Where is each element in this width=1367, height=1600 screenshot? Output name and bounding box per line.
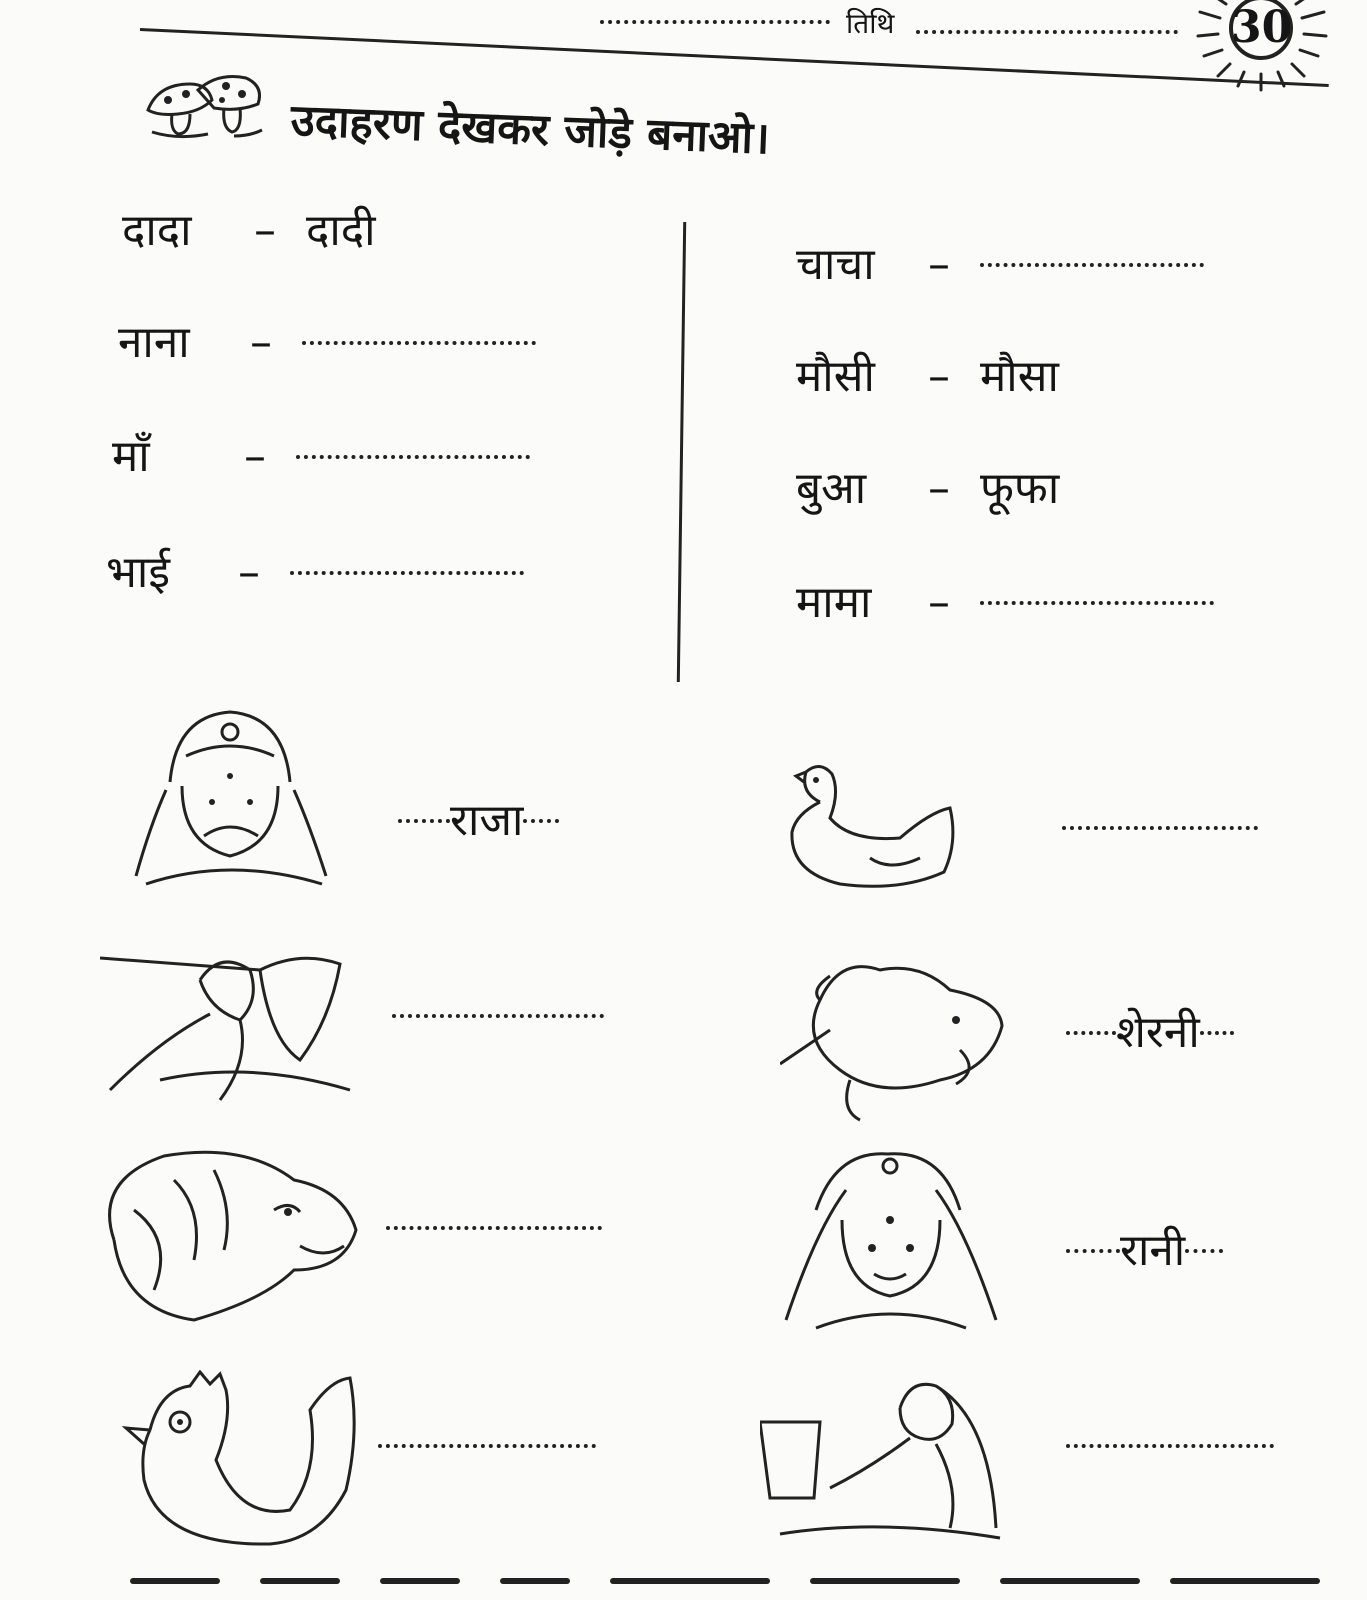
pair-left-3 [112, 424, 530, 484]
answer-blank-washerwoman[interactable] [1066, 1444, 1274, 1448]
pair-dash: – [238, 547, 260, 598]
bottom-border-dash [380, 1578, 460, 1584]
bottom-border-dash [500, 1578, 570, 1584]
answer-word: रानी [1120, 1225, 1186, 1276]
pair-dash: – [928, 239, 950, 290]
pair-right-1 [796, 232, 1204, 292]
date-label: तिथि [846, 7, 895, 40]
washerwoman-illustration [760, 1378, 1010, 1546]
bottom-border-dash [810, 1578, 960, 1584]
bottom-border-dash [610, 1578, 770, 1584]
column-divider [677, 222, 686, 682]
picture-answer-queen [1066, 1218, 1223, 1278]
answer-dots [523, 819, 559, 823]
answer-dots [398, 819, 450, 823]
answer-blank-washerman[interactable] [392, 1014, 604, 1018]
rooster-illustration [120, 1370, 360, 1546]
lioness-illustration [780, 960, 1010, 1130]
answer-blank-hen[interactable] [1062, 826, 1258, 830]
page-number: 30 [1231, 2, 1293, 53]
pair-dash: – [928, 463, 950, 514]
pair-right-4 [796, 570, 1214, 630]
pair-dash: – [928, 351, 950, 402]
pair-word: मौसी [796, 351, 875, 402]
answer-blank[interactable] [980, 263, 1204, 267]
answer-word: राजा [450, 795, 524, 846]
answer-blank[interactable] [980, 601, 1214, 605]
pair-word: दादा [122, 205, 192, 256]
answer-dots [1066, 1249, 1120, 1253]
header-dotted-line-left [600, 20, 830, 24]
queen-illustration [776, 1150, 1006, 1330]
header-rule [140, 28, 1329, 87]
bottom-border-dash [1170, 1578, 1320, 1584]
pair-left-4 [106, 540, 524, 600]
picture-answer-lioness [1066, 1000, 1234, 1060]
pair-answer: फूफा [980, 463, 1060, 514]
answer-dots [1200, 1031, 1234, 1035]
bottom-border-dash [260, 1578, 340, 1584]
pair-answer: दादी [306, 205, 376, 256]
bottom-border-dash [1000, 1578, 1140, 1584]
answer-blank-rooster[interactable] [378, 1444, 596, 1448]
date-dotted-line [916, 30, 1178, 34]
king-illustration [126, 706, 336, 892]
answer-blank-lion[interactable] [386, 1226, 602, 1230]
instruction-heading: उदाहरण देखकर जोड़े बनाओ। [289, 94, 771, 165]
pair-word: बुआ [796, 463, 867, 514]
picture-answer-king [398, 788, 559, 848]
pair-answer: मौसा [980, 351, 1059, 402]
answer-dots [1066, 1031, 1116, 1035]
answer-dots [1185, 1249, 1223, 1253]
washerman-illustration [100, 940, 360, 1106]
answer-blank[interactable] [290, 571, 524, 575]
pair-dash: – [254, 205, 276, 256]
pair-word: नाना [118, 317, 190, 368]
pair-dash: – [244, 431, 266, 482]
answer-blank[interactable] [296, 455, 530, 459]
pair-dash: – [250, 317, 272, 368]
pair-left-1 [122, 198, 376, 258]
bottom-border-dash [130, 1578, 220, 1584]
lion-illustration [94, 1150, 360, 1328]
pair-dash: – [928, 577, 950, 628]
answer-blank[interactable] [302, 341, 536, 345]
pair-word: चाचा [796, 239, 875, 290]
pair-word: माँ [112, 431, 150, 482]
pair-right-2 [796, 344, 1059, 404]
hen-illustration [780, 762, 962, 898]
pair-word: भाई [106, 547, 170, 598]
pair-word: मामा [796, 577, 872, 628]
answer-word: शेरनी [1116, 1007, 1200, 1058]
mushroom-icon [138, 70, 268, 142]
pair-left-2 [118, 310, 536, 370]
pair-right-3 [796, 456, 1059, 516]
